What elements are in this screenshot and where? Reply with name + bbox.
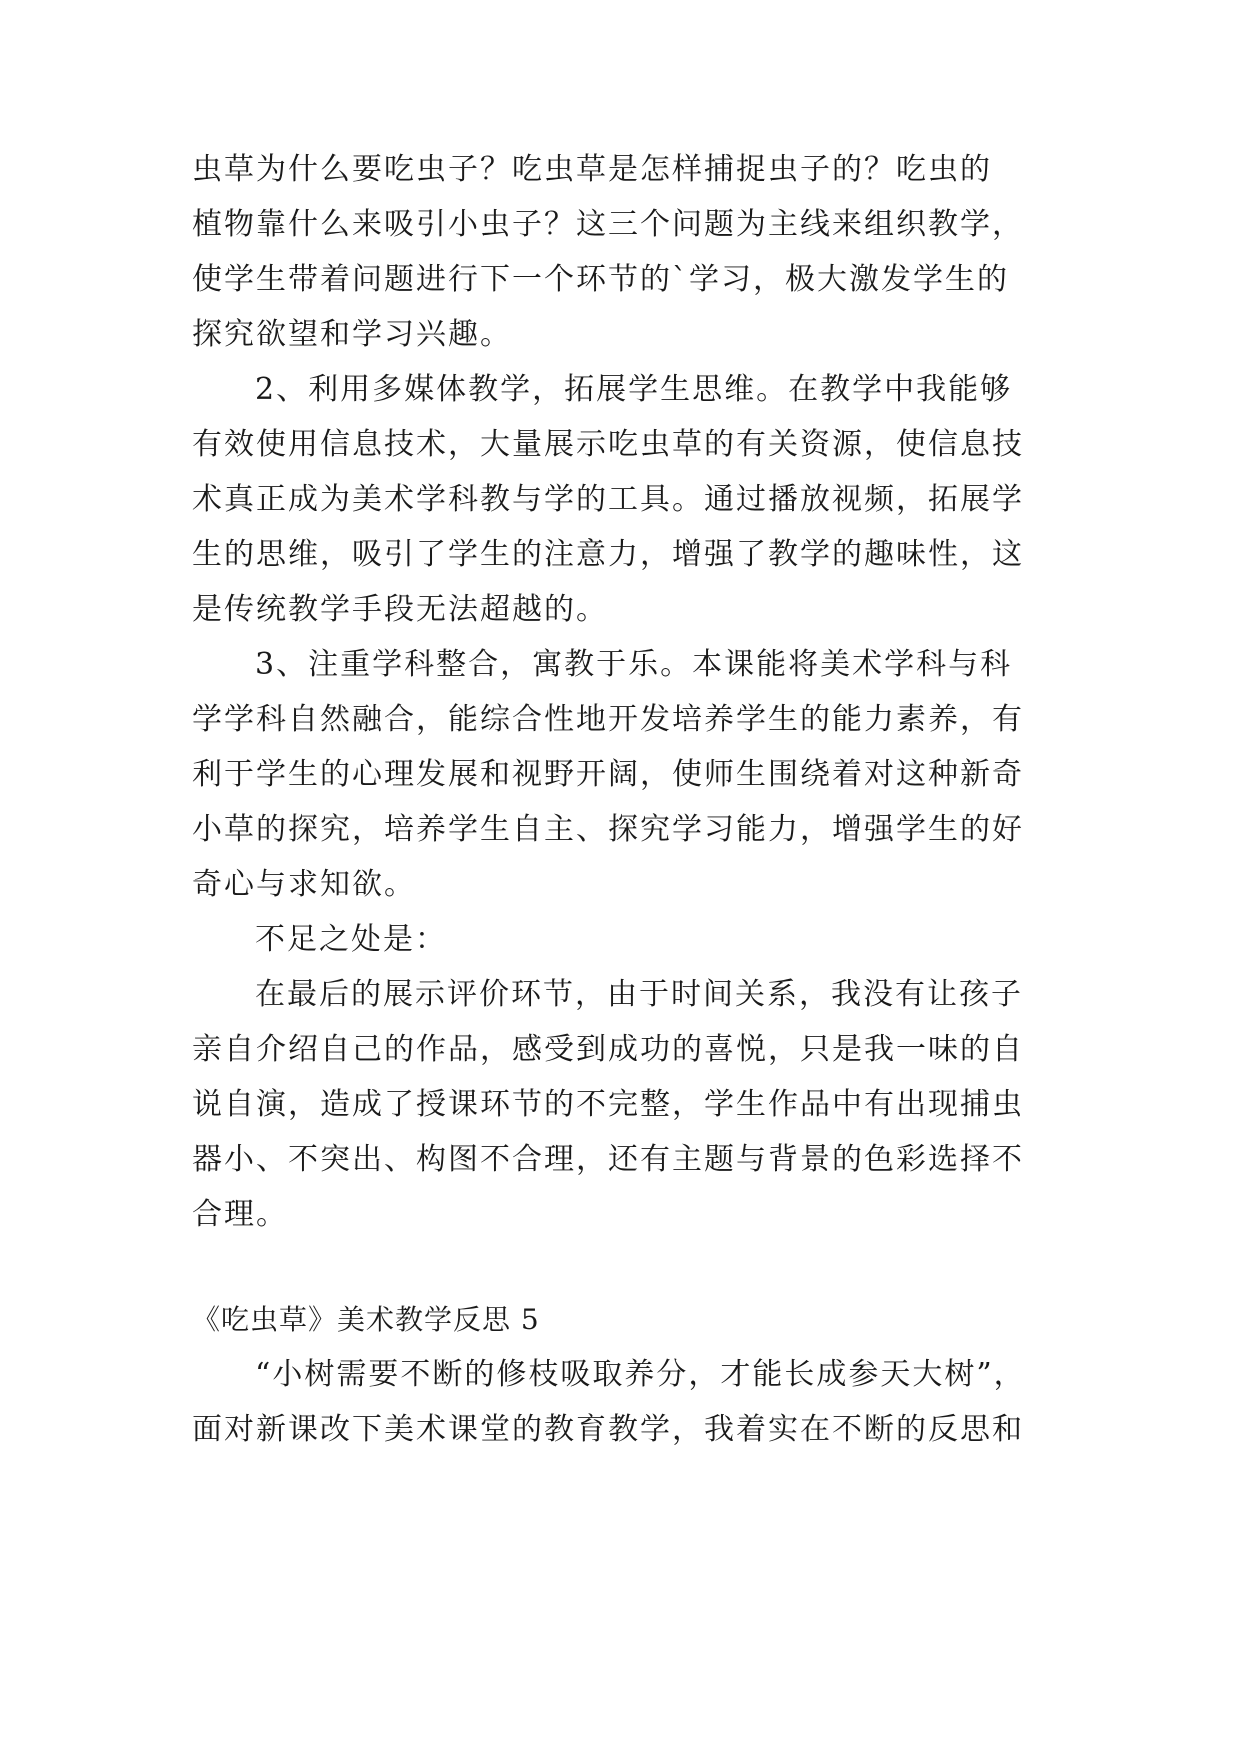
paragraph-line: 使学生带着问题进行下一个环节的`学习，极大激发学生的 [192, 262, 1009, 297]
paragraph-line: 利于学生的心理发展和视野开阔，使师生围绕着对这种新奇 [192, 757, 1024, 792]
paragraph-line: 说自演，造成了授课环节的不完整，学生作品中有出现捕虫 [192, 1087, 1024, 1122]
paragraph-line: 虫草为什么要吃虫子？吃虫草是怎样捕捉虫子的？吃虫的 [192, 152, 992, 187]
paragraph-line: 不足之处是： [255, 922, 447, 957]
paragraph-line: 奇心与求知欲。 [192, 867, 416, 902]
paragraph-line: 有效使用信息技术，大量展示吃虫草的有关资源，使信息技 [192, 427, 1024, 462]
paragraph-line: 器小、不突出、构图不合理，还有主题与背景的色彩选择不 [192, 1142, 1024, 1177]
paragraph-line: 探究欲望和学习兴趣。 [192, 317, 512, 352]
paragraph-line: 3、注重学科整合，寓教于乐。本课能将美术学科与科 [255, 647, 1013, 682]
paragraph-line: 小草的探究，培养学生自主、探究学习能力，增强学生的好 [192, 812, 1024, 847]
paragraph-line: 亲自介绍自己的作品，感受到成功的喜悦，只是我一味的自 [192, 1032, 1024, 1067]
paragraph-line: “小树需要不断的修枝吸取养分，才能长成参天大树”， [255, 1357, 1026, 1392]
paragraph-line: 学学科自然融合，能综合性地开发培养学生的能力素养，有 [192, 702, 1024, 737]
paragraph-line: 面对新课改下美术课堂的教育教学，我着实在不断的反思和 [192, 1412, 1024, 1447]
paragraph-line: 是传统教学手段无法超越的。 [192, 592, 608, 627]
paragraph-line: 在最后的展示评价环节，由于时间关系，我没有让孩子 [255, 977, 1023, 1012]
paragraph-line: 2、利用多媒体教学，拓展学生思维。在教学中我能够 [255, 372, 1013, 407]
section-title: 《吃虫草》美术教学反思 5 [192, 1303, 540, 1336]
paragraph-line: 植物靠什么来吸引小虫子？这三个问题为主线来组织教学， [192, 207, 1024, 242]
paragraph-line: 合理。 [192, 1197, 288, 1232]
paragraph-line: 生的思维，吸引了学生的注意力，增强了教学的趣味性，这 [192, 537, 1024, 572]
paragraph-line: 术真正成为美术学科教与学的工具。通过播放视频，拓展学 [192, 482, 1024, 517]
